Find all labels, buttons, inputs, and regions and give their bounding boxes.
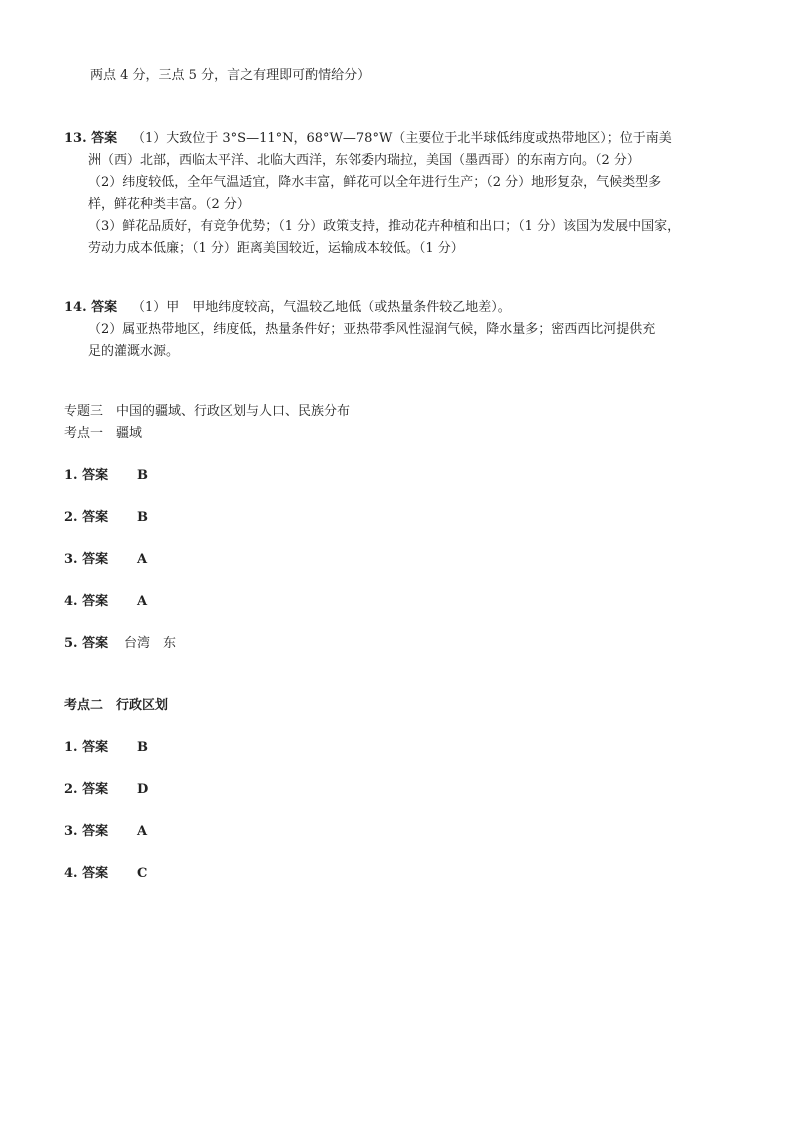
q13-line-2: 洲（西）北部，西临太平洋、北临大西洋，东邻委内瑞拉，美国（墨西哥）的东南方向。（2 分） bbox=[88, 153, 640, 168]
section-title-territory: 考点一 疆域 bbox=[64, 426, 143, 441]
answer-value: B bbox=[137, 510, 148, 525]
q14-line-3: 足的灌溉水源。 bbox=[88, 344, 180, 359]
answer-label: 4. 答案 bbox=[64, 866, 109, 881]
answer-label: 5. 答案 bbox=[64, 636, 109, 651]
q13-line-6: 劳动力成本低廉；（1 分）距离美国较近，运输成本较低。（1 分） bbox=[88, 241, 464, 256]
answer-value: D bbox=[137, 782, 149, 797]
q14-line-2: （2）属亚热带地区，纬度低，热量条件好；亚热带季风性湿润气候，降水量多；密西西比河提供充 bbox=[88, 322, 656, 337]
answer-label: 4. 答案 bbox=[64, 594, 109, 609]
section-title-admin-divisions: 考点二 行政区划 bbox=[64, 698, 169, 713]
answer-label: 1. 答案 bbox=[64, 468, 109, 483]
answer-value: C bbox=[137, 866, 148, 881]
q13-line-4: 样，鲜花种类丰富。（2 分） bbox=[88, 197, 250, 212]
q13-line-1: （1）大致位于 3°S—11°N，68°W—78°W（主要位于北半球低纬度或热带地区）；位于南美 bbox=[132, 131, 672, 146]
answer-value: A bbox=[137, 824, 148, 839]
continuation-text: 两点 4 分，三点 5 分，言之有理即可酌情给分） bbox=[90, 68, 371, 83]
answer-value: A bbox=[137, 552, 148, 567]
answer-label: 3. 答案 bbox=[64, 824, 109, 839]
answer-label: 2. 答案 bbox=[64, 510, 109, 525]
q14-label: 14. 答案 bbox=[64, 300, 118, 315]
answer-value: B bbox=[137, 468, 148, 483]
q13-line-3: （2）纬度较低，全年气温适宜，降水丰富，鲜花可以全年进行生产；（2 分）地形复杂，气候类型多 bbox=[88, 175, 662, 190]
q13-label: 13. 答案 bbox=[64, 131, 118, 146]
answer-label: 1. 答案 bbox=[64, 740, 109, 755]
answer-value: A bbox=[137, 594, 148, 609]
q13-line-5: （3）鲜花品质好，有竞争优势；（1 分）政策支持，推动花卉种植和出口；（1 分）该国为发展中国家， bbox=[88, 219, 681, 234]
topic-title: 专题三 中国的疆域、行政区划与人口、民族分布 bbox=[64, 404, 351, 419]
answer-label: 2. 答案 bbox=[64, 782, 109, 797]
answer-label: 3. 答案 bbox=[64, 552, 109, 567]
answer-value: 台湾 东 bbox=[124, 636, 177, 651]
answer-value: B bbox=[137, 740, 148, 755]
q14-line-1: （1）甲 甲地纬度较高，气温较乙地低（或热量条件较乙地差）。 bbox=[132, 300, 511, 315]
